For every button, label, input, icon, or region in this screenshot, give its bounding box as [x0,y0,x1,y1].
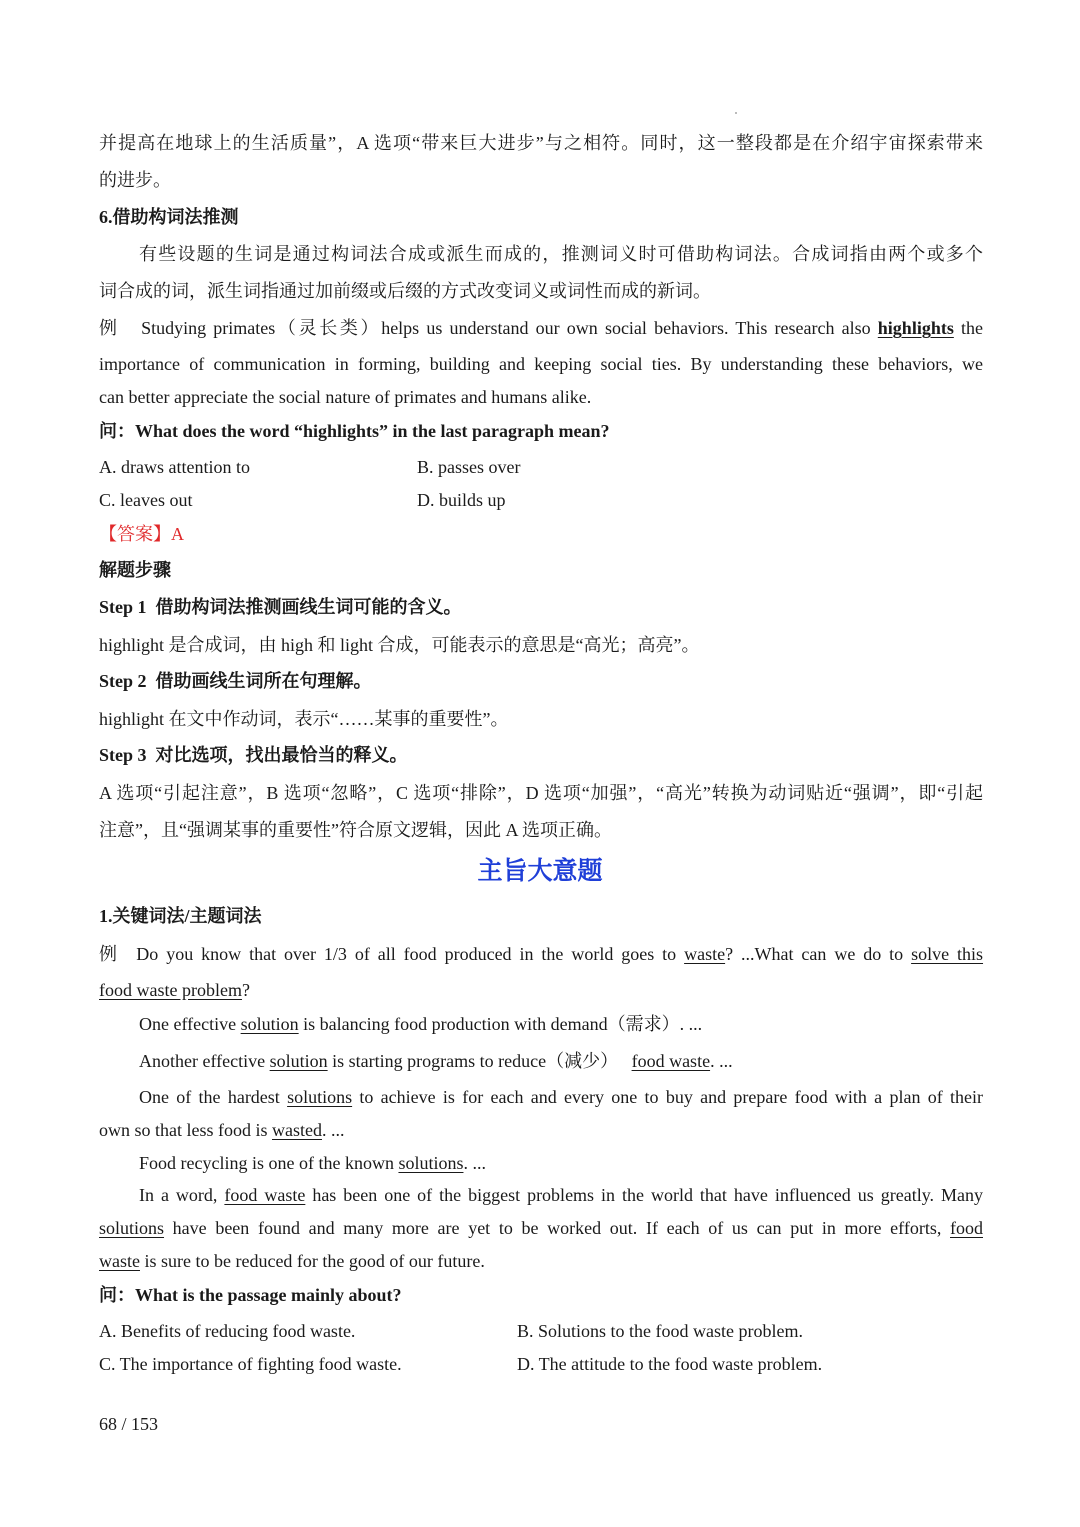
step-2 [99,668,983,694]
question [99,1282,983,1308]
step-text: 对比选项，找出最恰当的释义。 [155,745,408,765]
highlighted-word: highlights [877,318,954,338]
option-a: A. Benefits of reducing food waste. [99,1321,356,1341]
underlined-keyword: solutions [287,1087,353,1107]
question [99,418,983,444]
steps-heading: 解题步骤 [99,560,171,580]
option-a: A. draws attention to [99,457,250,477]
question-text: What is the passage mainly about? [135,1285,402,1305]
example-text: . ... [321,1120,345,1140]
step-text: 借助构词法推测画线生词可能的含义。 [155,597,462,617]
paragraph-line: 的进步。 [99,170,171,190]
example-text: . ... [463,1153,486,1173]
underlined-keyword: solutions [398,1153,464,1173]
example-line: importance of communication in forming, building and keeping social ties. By understanding these behaviors, we [99,354,983,374]
underlined-keyword: solution [240,1014,299,1034]
speck-mark [735,112,737,114]
underlined-keyword: solve this [911,944,984,964]
paragraph-line: 词合成的词，派生词指通过加前缀或后缀的方式改变词义或词性而成的新词。 [99,281,711,301]
example-line [99,941,983,967]
example-text: have been found and many more are yet to be worked out. If each of us can put in more efforts, [164,1218,950,1238]
page-number: 68 / 153 [99,1414,159,1434]
step-label: Step 1 [99,597,147,617]
example-label: 例 [99,944,121,964]
question-text: What does the word “highlights” in the last paragraph mean? [135,421,610,441]
option-c: C. leaves out [99,490,193,510]
step-body: highlight 是合成词，由 high 和 light 合成，可能表示的意思是“高光；高亮”。 [99,635,700,655]
answer-line [99,521,983,547]
example-text: is starting programs to reduce（减少） [327,1051,623,1071]
answer-label: 【答案】 [99,524,171,544]
example-text: ? [241,980,250,1000]
step-text: 借助画线生词所在句理解。 [155,671,372,691]
example-text: Do you know that over 1/3 of all food produced in the world goes to [136,944,685,964]
option-b: B. Solutions to the food waste problem. [517,1321,803,1341]
question-label: 问： [99,421,135,441]
option-d: D. builds up [417,490,506,510]
underlined-keyword: wasted [272,1120,322,1140]
example-line [99,977,983,1003]
section-heading: 1.关键词法/主题词法 [99,906,262,926]
option-c: C. The importance of fighting food waste. [99,1354,402,1374]
step-label: Step 3 [99,745,147,765]
example-line [139,1011,983,1037]
example-line [139,1084,983,1110]
example-text: the [953,318,983,338]
example-line [139,1182,983,1208]
underlined-keyword: food waste [631,1051,711,1071]
example-line [139,1150,983,1176]
example-line [139,1048,983,1074]
example-text: Another effective [139,1051,270,1071]
step-1 [99,594,983,620]
example-text: Food recycling is one of the known [139,1153,399,1173]
underlined-keyword: food waste [224,1185,306,1205]
example-line [99,1248,983,1274]
example-label: 例 [99,318,120,338]
example-text: In a word, [139,1185,225,1205]
example-text: Studying primates（灵长类）helps us understand our own social behaviors. This research also [141,318,878,338]
option-d: D. The attitude to the food waste problem. [517,1354,823,1374]
step-label: Step 2 [99,671,147,691]
example-line [99,1117,983,1143]
underlined-keyword: waste [684,944,726,964]
underlined-keyword: waste [99,1251,140,1271]
section-heading: 6.借助构词法推测 [99,207,239,227]
step-body: A 选项“引起注意”，B 选项“忽略”，C 选项“排除”，D 选项“加强”，“高光”转换为动词贴近“强调”，即“引起 [99,783,983,803]
example-text: One of the hardest [139,1087,288,1107]
underlined-keyword: solution [269,1051,328,1071]
answer-value: A [171,524,184,544]
paragraph-line: 有些设题的生词是通过构词法合成或派生而成的，推测词义时可借助构词法。合成词指由两个或多个 [139,244,983,264]
example-line [99,1215,983,1241]
question-label: 问： [99,1285,135,1305]
example-line: can better appreciate the social nature of primates and humans alike. [99,387,592,407]
underlined-keyword: solutions [99,1218,165,1238]
underlined-keyword: food [950,1218,983,1238]
example-text: is sure to be reduced for the good of our future. [139,1251,485,1271]
paragraph-line: 并提高在地球上的生活质量”，A 选项“带来巨大进步”与之相符。同时，这一整段都是在介绍宇宙探索带来 [99,133,983,153]
step-3 [99,742,983,768]
step-body: 注意”，且“强调某事的重要性”符合原文逻辑，因此 A 选项正确。 [99,820,612,840]
section-title: 主旨大意题 [477,858,603,885]
option-b: B. passes over [417,457,521,477]
example-line [99,315,983,341]
example-text: is balancing food production with demand（需求）. ... [298,1014,703,1034]
example-text: . ... [710,1051,733,1071]
example-text: has been one of the biggest problems in the world that have influenced us greatly. Many [305,1185,983,1205]
example-text: to achieve is for each and every one to buy and prepare food with a plan of their [352,1087,983,1107]
example-text: own so that less food is [99,1120,272,1140]
underlined-keyword: food waste problem [99,980,242,1000]
step-body: highlight 在文中作动词，表示“……某事的重要性”。 [99,709,509,729]
example-text: ? ...What can we do to [725,944,912,964]
example-text: One effective [139,1014,241,1034]
